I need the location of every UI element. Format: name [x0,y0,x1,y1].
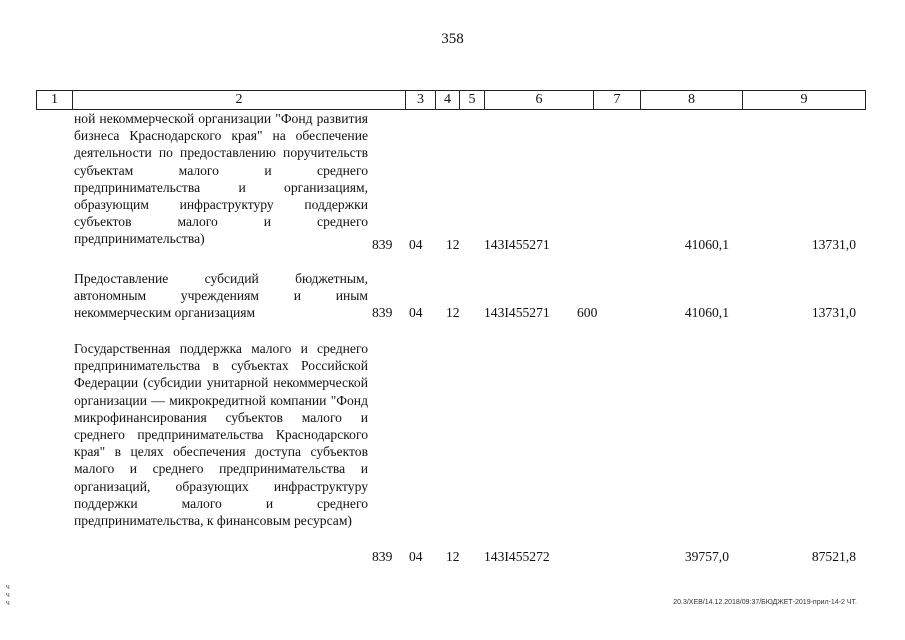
header-col-7: 7 [594,91,641,109]
row-1-col-6: 143I455271 [484,237,550,252]
row-3-col-9: 87521,8 [811,549,856,564]
header-col-8: 8 [641,91,743,109]
row-3-col-8: 39757,0 [684,549,729,564]
page-number: 358 [441,31,464,47]
footer-code: 20.3/XEB/14.12.2018/09:37/БЮДЖЕТ-2019-прил-14-2 ЧТ. [673,599,857,606]
row-3-col-6: 143I455272 [484,549,550,564]
row-3-col-3: 839 [372,549,393,564]
row-1-col-9: 13731,0 [811,237,856,252]
header-col-5: 5 [460,91,485,109]
row-2-col-7: 600 [577,305,598,320]
margin-marks: ч ч ч [6,584,10,607]
row-3-col-5: 12 [446,549,460,564]
row-2-col-4: 04 [409,305,423,320]
row-2-text: Предоставление субсидий бюджетным, автономным учреждениям и иным некоммерческим организациям [74,271,368,321]
row-1-text: ной некоммерческой организации "Фонд развития бизнеса Краснодарского края" на обеспечение деятельности по предоставлению поручительств субъектам малого и среднего предпринимательства и организациям, образующим инфраструктуру поддержки субъектов малого и среднего предпринимательства) [74,111,368,247]
row-2-description [74,270,368,322]
row-2-col-9: 13731,0 [811,305,856,320]
header-col-2: 2 [73,91,406,109]
row-1-col-8: 41060,1 [684,237,729,252]
row-3-description [74,340,368,529]
header-col-4: 4 [436,91,460,109]
row-1-description [74,110,368,248]
table-header-row [36,90,866,110]
row-3-text: Государственная поддержка малого и среднего предпринимательства в субъектах Российской Федерации (субсидии унитарной некоммерческой организации — микрокредитной компании "Фонд микрофинансирования субъектов малого и среднего предпринимательства Краснодарского края" в целях обеспечения доступа субъектов малого и среднего предпринимательства и организаций, образующих инфраструктуру поддержки малого и среднего предпринимательства, к финансовым ресурсам) [74,341,368,529]
row-1-col-4: 04 [409,237,423,252]
row-2-col-3: 839 [372,305,393,320]
row-2-col-5: 12 [446,305,460,320]
header-col-6: 6 [485,91,594,109]
row-1-col-3: 839 [372,237,393,252]
row-2-col-6: 143I455271 [484,305,550,320]
row-2-col-8: 41060,1 [684,305,729,320]
row-3-col-4: 04 [409,549,423,564]
header-col-3: 3 [406,91,436,109]
row-1-col-5: 12 [446,237,460,252]
header-col-9: 9 [743,91,866,109]
header-col-1: 1 [37,91,73,109]
